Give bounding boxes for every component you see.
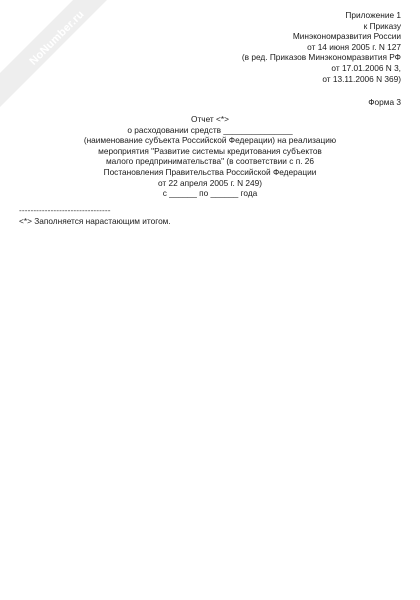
appendix-line-5: (в ред. Приказов Минэкономразвития РФ xyxy=(241,52,401,63)
form-label: Форма 3 xyxy=(368,97,401,107)
report-line-2: о расходовании средств _______________ xyxy=(127,124,293,135)
report-line-1: Отчет <*> xyxy=(191,114,229,124)
report-heading xyxy=(0,114,420,199)
appendix-line-6: от 17.01.2006 N 3, xyxy=(331,62,401,73)
report-line-3: (наименование субъекта Российской Федерации) на реализацию xyxy=(83,135,337,146)
report-line-5: малого предпринимательства" (в соответствии с п. 26 xyxy=(105,156,315,167)
appendix-line-3: Минэкономразвития России xyxy=(292,31,401,42)
appendix-line-7: от 13.11.2006 N 369) xyxy=(322,73,401,84)
appendix-line-2: к Приказу xyxy=(363,20,401,31)
watermark-text: NoNumber.ru xyxy=(27,8,87,68)
footnote-text: <*> Заполняется нарастающим итогом. xyxy=(19,215,171,226)
appendix-line-1: Приложение 1 xyxy=(345,10,401,20)
footnote xyxy=(19,205,319,226)
report-line-8: с ______ по ______ года xyxy=(162,188,258,199)
report-line-6: Постановления Правительства Российской Федерации xyxy=(103,166,317,177)
footnote-separator: -------------------------------- xyxy=(19,205,111,215)
appendix-line-4: от 14 июня 2005 г. N 127 xyxy=(307,41,401,52)
appendix-header xyxy=(191,10,401,84)
report-line-7: от 22 апреля 2005 г. N 249) xyxy=(157,177,263,188)
report-line-4: мероприятия "Развитие системы кредитования субъектов xyxy=(98,145,322,156)
